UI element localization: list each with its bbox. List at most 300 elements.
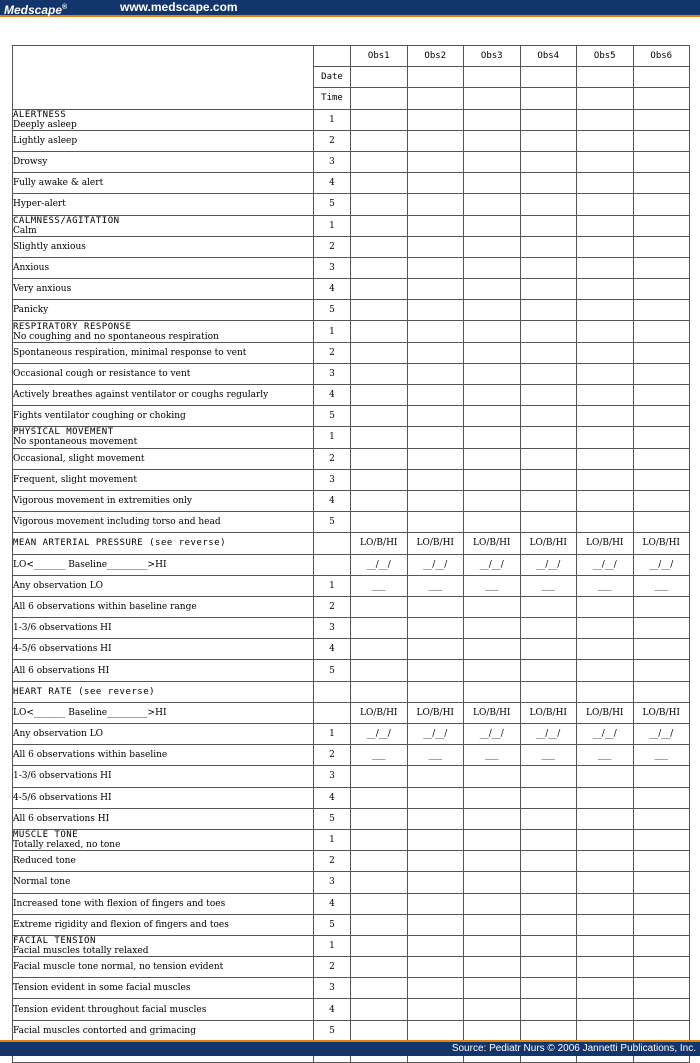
obs-cell[interactable]: [407, 935, 464, 956]
obs-cell[interactable]: [407, 469, 464, 490]
dash-blank[interactable]: ___: [577, 575, 634, 596]
obs-cell[interactable]: [351, 618, 408, 639]
obs-cell[interactable]: [577, 829, 634, 850]
obs-cell[interactable]: [520, 787, 577, 808]
obs-cell[interactable]: [464, 130, 521, 151]
obs-cell[interactable]: [633, 957, 690, 978]
obs-cell[interactable]: [577, 342, 634, 363]
obs-cell[interactable]: [351, 787, 408, 808]
dash-blank[interactable]: ___: [407, 745, 464, 766]
obs-cell[interactable]: [464, 935, 521, 956]
obs-cell[interactable]: [520, 639, 577, 660]
obs-cell[interactable]: [520, 618, 577, 639]
obs-cell[interactable]: [577, 194, 634, 215]
obs-cell[interactable]: [351, 406, 408, 427]
obs-cell[interactable]: [633, 385, 690, 406]
obs-cell[interactable]: [351, 660, 408, 681]
obs-cell[interactable]: [633, 173, 690, 194]
category-heading: MUSCLE TONE: [13, 830, 79, 841]
obs-cell[interactable]: [577, 363, 634, 384]
obs-cell[interactable]: [351, 999, 408, 1020]
slash-blank[interactable]: __/__/: [407, 724, 464, 745]
obs-cell[interactable]: [407, 109, 464, 130]
slash-blank[interactable]: __/__/: [464, 724, 521, 745]
category-item: [13, 385, 314, 406]
obs-cell[interactable]: [577, 427, 634, 448]
obs-cell[interactable]: [351, 109, 408, 130]
obs-cell[interactable]: [464, 957, 521, 978]
obs-cell[interactable]: [577, 893, 634, 914]
date-input[interactable]: [464, 67, 521, 88]
obs-cell[interactable]: [520, 935, 577, 956]
obs-cell[interactable]: [577, 512, 634, 533]
obs-cell[interactable]: [407, 385, 464, 406]
medscape-logo[interactable]: Medscape®: [4, 3, 68, 17]
obs-cell[interactable]: [351, 893, 408, 914]
obs-cell[interactable]: [577, 639, 634, 660]
dash-blank[interactable]: ___: [520, 745, 577, 766]
obs-cell[interactable]: [577, 851, 634, 872]
obs-cell[interactable]: [407, 512, 464, 533]
obs-cell[interactable]: [633, 1020, 690, 1041]
obs-cell[interactable]: [464, 236, 521, 257]
obs-cell[interactable]: [464, 321, 521, 342]
obs-cell[interactable]: [407, 808, 464, 829]
obs-cell[interactable]: [351, 957, 408, 978]
obs-cell[interactable]: [577, 935, 634, 956]
obs-cell[interactable]: [464, 448, 521, 469]
dash-blank[interactable]: ___: [577, 745, 634, 766]
obs-cell[interactable]: [407, 406, 464, 427]
obs-cell[interactable]: [407, 851, 464, 872]
item-label: 4-5/6 observations HI: [13, 792, 112, 803]
obs-cell[interactable]: [520, 914, 577, 935]
category-row: [13, 151, 690, 172]
obs-cell[interactable]: [351, 512, 408, 533]
slash-blank[interactable]: __/__/: [407, 554, 464, 575]
site-url[interactable]: www.medscape.com: [120, 0, 238, 14]
obs-cell[interactable]: [633, 808, 690, 829]
obs-cell[interactable]: [351, 448, 408, 469]
obs-cell[interactable]: [464, 639, 521, 660]
time-input[interactable]: [633, 88, 690, 109]
dash-blank[interactable]: ___: [633, 745, 690, 766]
time-input[interactable]: [577, 88, 634, 109]
obs-cell[interactable]: [407, 490, 464, 511]
obs-cell[interactable]: [464, 851, 521, 872]
obs-cell[interactable]: [633, 766, 690, 787]
slash-blank[interactable]: __/__/: [633, 554, 690, 575]
obs-cell[interactable]: [577, 385, 634, 406]
obs-cell[interactable]: [520, 279, 577, 300]
category-item: [13, 639, 314, 660]
obs-cell[interactable]: [351, 851, 408, 872]
obs-cell[interactable]: [633, 787, 690, 808]
dash-blank[interactable]: ___: [633, 575, 690, 596]
slash-blank[interactable]: __/__/: [351, 554, 408, 575]
obs-cell[interactable]: [407, 194, 464, 215]
obs-cell[interactable]: [577, 766, 634, 787]
obs-cell[interactable]: [520, 342, 577, 363]
obs-cell[interactable]: [577, 215, 634, 236]
slash-blank[interactable]: __/__/: [351, 724, 408, 745]
category-item: [13, 893, 314, 914]
obs-cell[interactable]: [351, 236, 408, 257]
lobhi-label[interactable]: LO/B/HI: [577, 533, 634, 554]
obs-cell[interactable]: [464, 1020, 521, 1041]
obs-cell[interactable]: [351, 490, 408, 511]
score-value: 3: [314, 618, 351, 639]
obs-cell[interactable]: [633, 300, 690, 321]
obs-cell[interactable]: [407, 618, 464, 639]
obs-cell[interactable]: [407, 427, 464, 448]
obs-cell[interactable]: [464, 978, 521, 999]
obs-cell[interactable]: [464, 300, 521, 321]
obs-cell[interactable]: [520, 851, 577, 872]
obs-cell[interactable]: [633, 279, 690, 300]
obs-cell[interactable]: [577, 660, 634, 681]
time-input[interactable]: [351, 88, 408, 109]
obs-cell[interactable]: [407, 829, 464, 850]
obs-cell[interactable]: [520, 660, 577, 681]
obs-cell[interactable]: [407, 957, 464, 978]
obs-cell[interactable]: [407, 914, 464, 935]
obs-cell[interactable]: [633, 681, 690, 702]
obs-cell[interactable]: [633, 406, 690, 427]
obs-cell[interactable]: [633, 130, 690, 151]
obs-cell[interactable]: [464, 808, 521, 829]
obs-cell[interactable]: [407, 978, 464, 999]
date-input[interactable]: [351, 67, 408, 88]
obs-cell[interactable]: [520, 215, 577, 236]
category-item: [13, 130, 314, 151]
obs-cell[interactable]: [577, 300, 634, 321]
obs-cell[interactable]: [633, 490, 690, 511]
lobhi-label[interactable]: LO/B/HI: [464, 533, 521, 554]
obs-cell[interactable]: [520, 130, 577, 151]
obs-cell[interactable]: [351, 130, 408, 151]
obs-cell[interactable]: [407, 257, 464, 278]
obs-cell[interactable]: [351, 151, 408, 172]
obs-cell[interactable]: [464, 766, 521, 787]
obs-cell[interactable]: [520, 236, 577, 257]
obs-cell[interactable]: [520, 681, 577, 702]
obs-cell[interactable]: [577, 957, 634, 978]
score-value: [314, 681, 351, 702]
obs-cell[interactable]: [520, 893, 577, 914]
obs-cell[interactable]: [407, 787, 464, 808]
obs-cell[interactable]: [407, 130, 464, 151]
obs-cell[interactable]: [520, 1020, 577, 1041]
slash-blank[interactable]: __/__/: [633, 724, 690, 745]
obs-cell[interactable]: [520, 427, 577, 448]
obs-cell[interactable]: [577, 999, 634, 1020]
date-input[interactable]: [520, 67, 577, 88]
slash-blank[interactable]: __/__/: [577, 724, 634, 745]
obs-cell[interactable]: [464, 829, 521, 850]
obs-cell[interactable]: [633, 321, 690, 342]
obs-cell[interactable]: [520, 957, 577, 978]
obs-cell[interactable]: [520, 363, 577, 384]
obs-cell[interactable]: [464, 872, 521, 893]
time-input[interactable]: [407, 88, 464, 109]
obs-cell[interactable]: [633, 363, 690, 384]
lobhi-label[interactable]: LO/B/HI: [351, 702, 408, 723]
obs-cell[interactable]: [577, 872, 634, 893]
obs-cell[interactable]: [407, 639, 464, 660]
lobhi-label[interactable]: LO/B/HI: [520, 702, 577, 723]
obs-cell[interactable]: [407, 999, 464, 1020]
obs-cell[interactable]: [633, 596, 690, 617]
date-input[interactable]: [577, 67, 634, 88]
obs-cell[interactable]: [633, 829, 690, 850]
obs-cell[interactable]: [633, 215, 690, 236]
lobhi-label[interactable]: LO/B/HI: [633, 702, 690, 723]
lobhi-label[interactable]: LO/B/HI: [351, 533, 408, 554]
obs-cell[interactable]: [577, 130, 634, 151]
obs-cell[interactable]: [351, 469, 408, 490]
slash-blank[interactable]: __/__/: [520, 554, 577, 575]
obs-cell[interactable]: [351, 1020, 408, 1041]
obs-cell[interactable]: [520, 173, 577, 194]
obs-cell[interactable]: [351, 829, 408, 850]
obs-cell[interactable]: [633, 236, 690, 257]
category-item: [13, 490, 314, 511]
obs-cell[interactable]: [464, 596, 521, 617]
lobhi-label[interactable]: LO/B/HI: [407, 702, 464, 723]
obs-cell[interactable]: [577, 236, 634, 257]
obs-cell[interactable]: [577, 1020, 634, 1041]
obs-cell[interactable]: [464, 406, 521, 427]
slash-blank[interactable]: __/__/: [577, 554, 634, 575]
obs-cell[interactable]: [633, 978, 690, 999]
obs-cell[interactable]: [351, 935, 408, 956]
obs-cell[interactable]: [577, 151, 634, 172]
category-item: [13, 872, 314, 893]
obs-cell[interactable]: [407, 215, 464, 236]
obs-cell[interactable]: [464, 914, 521, 935]
obs-cell[interactable]: [351, 766, 408, 787]
obs-cell[interactable]: [407, 660, 464, 681]
obs-cell[interactable]: [464, 787, 521, 808]
obs-cell[interactable]: [633, 872, 690, 893]
obs-cell[interactable]: [577, 406, 634, 427]
score-value: 5: [314, 194, 351, 215]
obs-cell[interactable]: [633, 448, 690, 469]
obs-cell[interactable]: [633, 257, 690, 278]
obs-cell[interactable]: [407, 872, 464, 893]
obs-cell[interactable]: [464, 893, 521, 914]
obs-cell[interactable]: [633, 660, 690, 681]
obs-cell[interactable]: [633, 639, 690, 660]
time-input[interactable]: [520, 88, 577, 109]
date-input[interactable]: [407, 67, 464, 88]
obs-cell[interactable]: [407, 151, 464, 172]
obs-cell[interactable]: [464, 385, 521, 406]
category-item: [13, 724, 314, 745]
obs-cell[interactable]: [577, 914, 634, 935]
obs-cell[interactable]: [577, 257, 634, 278]
obs-cell[interactable]: [520, 385, 577, 406]
obs-cell[interactable]: [520, 321, 577, 342]
obs-cell[interactable]: [464, 512, 521, 533]
obs-cell[interactable]: [351, 978, 408, 999]
obs-cell[interactable]: [407, 893, 464, 914]
obs-cell[interactable]: [464, 109, 521, 130]
obs-cell[interactable]: [351, 279, 408, 300]
obs-cell[interactable]: [464, 151, 521, 172]
obs-cell[interactable]: [351, 257, 408, 278]
category-row: [13, 999, 690, 1020]
item-label: Drowsy: [13, 157, 48, 168]
obs-cell[interactable]: [464, 257, 521, 278]
score-value: 5: [314, 1020, 351, 1041]
obs-cell[interactable]: [520, 512, 577, 533]
obs-cell[interactable]: [351, 385, 408, 406]
obs-cell[interactable]: [577, 173, 634, 194]
obs-cell[interactable]: [351, 342, 408, 363]
obs-cell[interactable]: [351, 596, 408, 617]
lobhi-label[interactable]: LO/B/HI: [464, 702, 521, 723]
obs-cell[interactable]: [351, 639, 408, 660]
obs-cell[interactable]: [633, 618, 690, 639]
obs-cell[interactable]: [577, 321, 634, 342]
obs-cell[interactable]: [407, 321, 464, 342]
obs-cell[interactable]: [633, 109, 690, 130]
obs-cell[interactable]: [520, 829, 577, 850]
obs-cell[interactable]: [464, 279, 521, 300]
dash-blank[interactable]: ___: [351, 745, 408, 766]
lobhi-label[interactable]: LO/B/HI: [633, 533, 690, 554]
obs-cell[interactable]: [464, 427, 521, 448]
obs-cell[interactable]: [520, 808, 577, 829]
obs-cell[interactable]: [407, 1020, 464, 1041]
obs-cell[interactable]: [407, 363, 464, 384]
category-item: [13, 173, 314, 194]
obs-cell[interactable]: [577, 490, 634, 511]
obs-cell[interactable]: [520, 766, 577, 787]
obs-cell[interactable]: [407, 300, 464, 321]
lobhi-label[interactable]: LO/B/HI: [520, 533, 577, 554]
obs-cell[interactable]: [520, 194, 577, 215]
obs-cell[interactable]: [577, 808, 634, 829]
slash-blank[interactable]: __/__/: [520, 724, 577, 745]
obs-cell[interactable]: [633, 427, 690, 448]
obs-cell[interactable]: [407, 681, 464, 702]
obs-cell[interactable]: [633, 194, 690, 215]
obs-cell[interactable]: [407, 448, 464, 469]
obs-cell[interactable]: [577, 681, 634, 702]
obs-cell[interactable]: [351, 194, 408, 215]
obs-cell[interactable]: [407, 173, 464, 194]
obs-header: Obs5: [577, 46, 634, 67]
obs-cell[interactable]: [407, 766, 464, 787]
obs-cell[interactable]: [464, 215, 521, 236]
obs-cell[interactable]: [464, 342, 521, 363]
obs-cell[interactable]: [351, 215, 408, 236]
slash-blank[interactable]: __/__/: [464, 554, 521, 575]
obs-cell[interactable]: [520, 448, 577, 469]
dash-blank[interactable]: ___: [407, 575, 464, 596]
obs-cell[interactable]: [351, 872, 408, 893]
obs-cell[interactable]: [351, 808, 408, 829]
dash-blank[interactable]: ___: [464, 745, 521, 766]
item-label: Lightly asleep: [13, 135, 78, 146]
obs-cell[interactable]: [407, 596, 464, 617]
obs-cell[interactable]: [464, 490, 521, 511]
obs-cell[interactable]: [520, 257, 577, 278]
obs-cell[interactable]: [351, 173, 408, 194]
lobhi-label[interactable]: LO/B/HI: [407, 533, 464, 554]
obs-cell[interactable]: [633, 151, 690, 172]
obs-cell[interactable]: [633, 935, 690, 956]
obs-cell[interactable]: [520, 490, 577, 511]
obs-cell[interactable]: [351, 427, 408, 448]
obs-cell[interactable]: [520, 300, 577, 321]
obs-cell[interactable]: [577, 448, 634, 469]
obs-cell[interactable]: [464, 194, 521, 215]
score-value: 3: [314, 469, 351, 490]
dash-blank[interactable]: ___: [464, 575, 521, 596]
obs-cell[interactable]: [520, 999, 577, 1020]
obs-cell[interactable]: [407, 279, 464, 300]
obs-cell[interactable]: [577, 469, 634, 490]
obs-cell[interactable]: [520, 872, 577, 893]
obs-cell[interactable]: [464, 681, 521, 702]
obs-cell[interactable]: [633, 893, 690, 914]
obs-cell[interactable]: [577, 596, 634, 617]
obs-cell[interactable]: [464, 173, 521, 194]
obs-cell[interactable]: [577, 618, 634, 639]
obs-cell[interactable]: [464, 469, 521, 490]
obs-cell[interactable]: [633, 512, 690, 533]
obs-cell[interactable]: [407, 236, 464, 257]
obs-cell[interactable]: [351, 914, 408, 935]
obs-cell[interactable]: [351, 363, 408, 384]
obs-cell[interactable]: [407, 342, 464, 363]
dash-blank[interactable]: ___: [520, 575, 577, 596]
obs-cell[interactable]: [464, 999, 521, 1020]
obs-cell[interactable]: [633, 999, 690, 1020]
obs-cell[interactable]: [351, 681, 408, 702]
obs-cell[interactable]: [351, 300, 408, 321]
obs-cell[interactable]: [464, 660, 521, 681]
obs-cell[interactable]: [577, 109, 634, 130]
time-input[interactable]: [464, 88, 521, 109]
obs-cell[interactable]: [633, 342, 690, 363]
obs-cell[interactable]: [633, 469, 690, 490]
lobhi-label[interactable]: LO/B/HI: [577, 702, 634, 723]
obs-cell[interactable]: [577, 279, 634, 300]
obs-cell[interactable]: [520, 469, 577, 490]
obs-cell[interactable]: [351, 321, 408, 342]
obs-cell[interactable]: [520, 596, 577, 617]
obs-cell[interactable]: [520, 978, 577, 999]
date-input[interactable]: [633, 67, 690, 88]
obs-cell[interactable]: [520, 406, 577, 427]
obs-cell[interactable]: [633, 851, 690, 872]
item-label: Slightly anxious: [13, 241, 86, 252]
category-heading: PHYSICAL MOVEMENT: [13, 427, 114, 438]
obs-cell[interactable]: [577, 787, 634, 808]
obs-cell[interactable]: [520, 109, 577, 130]
obs-cell[interactable]: [520, 151, 577, 172]
obs-cell[interactable]: [633, 914, 690, 935]
dash-blank[interactable]: ___: [351, 575, 408, 596]
obs-cell[interactable]: [577, 978, 634, 999]
obs-cell[interactable]: [464, 618, 521, 639]
obs-cell[interactable]: [464, 363, 521, 384]
